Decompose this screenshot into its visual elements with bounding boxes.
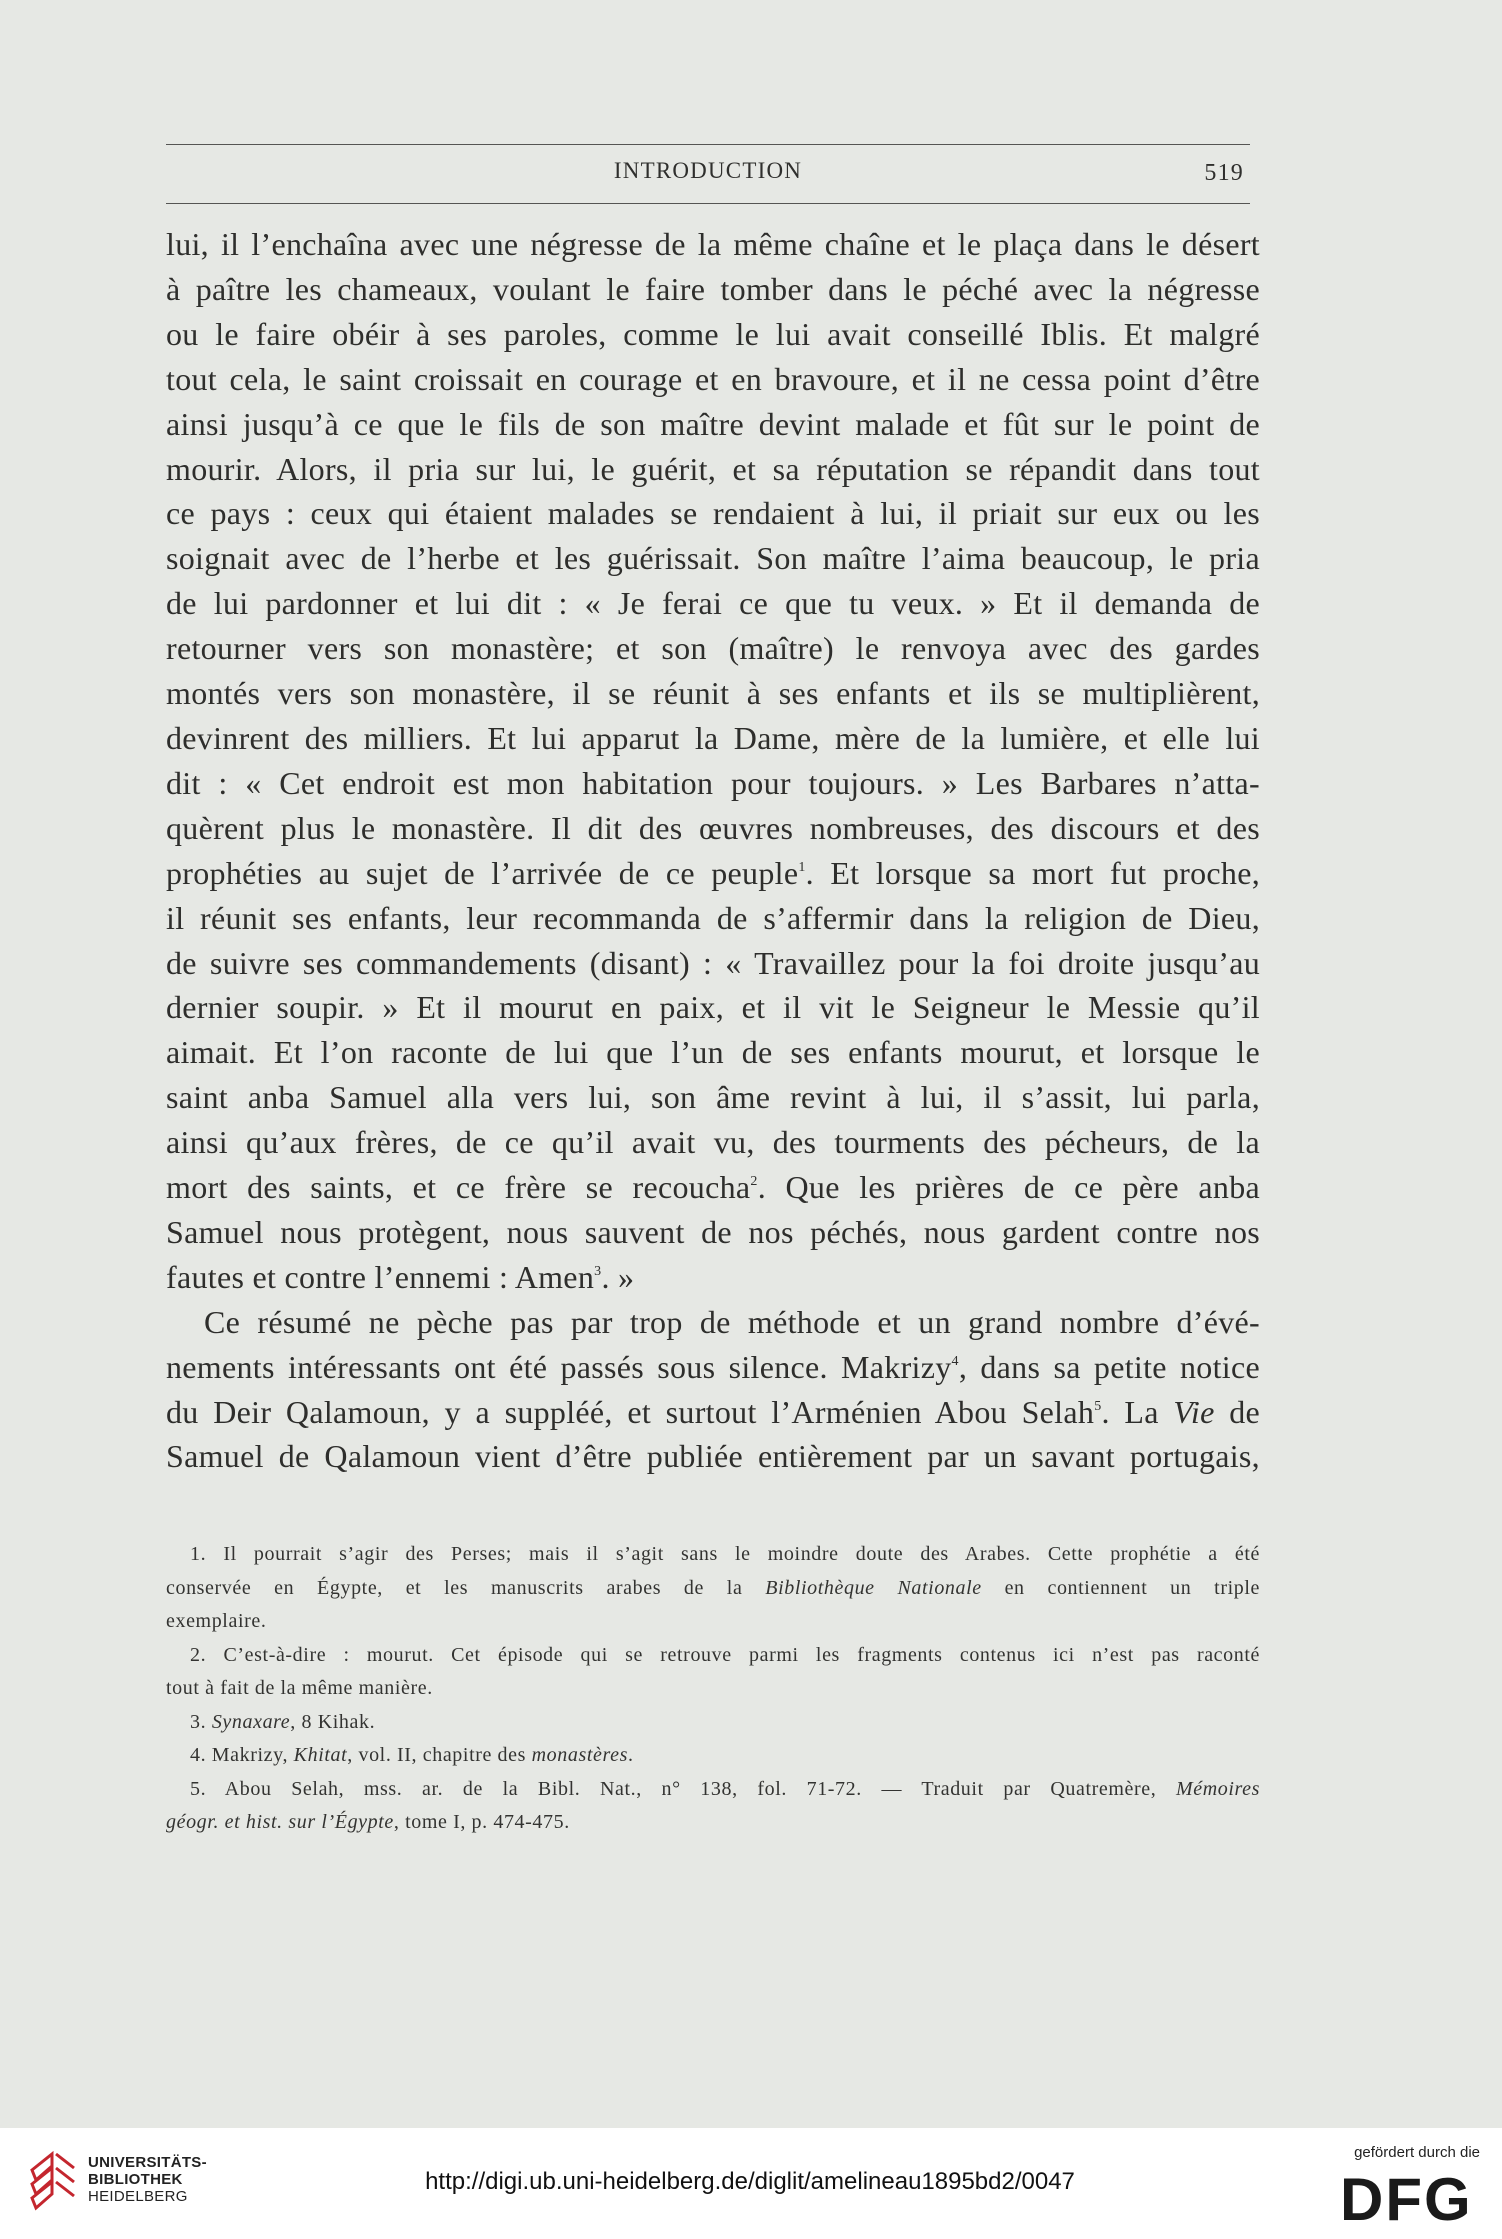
library-name-line: UNIVERSITÄTS- [88,2154,207,2171]
text-span: , vol. II, chapitre des [347,1744,532,1766]
text-span: . Que les prières de ce père anba [757,1169,1260,1206]
text-span: . Et lorsque sa mort fut proche, [805,854,1260,891]
footnote-1-line: exemplaire. [166,1610,267,1632]
text-line: de suivre ses commandements (disant) : « Travaillez pour la foi droite jusqu’au [166,944,1260,981]
text-line: Ce résumé ne pèche pas par trop de méthode et un grand nombre d’évé- [204,1303,1260,1340]
text-line: soignait avec de l’herbe et les guérissait. Son maître l’aima beaucoup, le pria [166,540,1260,577]
footnote-1-line: 1. Il pourrait s’agir des Perses; mais il s’agit sans le moindre doute des Arabes. Cette prophétie a été [190,1543,1260,1565]
dfg-logo-text: DFG [1340,2168,1473,2226]
text-line: ainsi jusqu’à ce que le fils de son maître devint malade et fût sur le point de [166,405,1260,442]
header-rule-top [166,144,1250,145]
text-span: 4. Makrizy, [190,1744,294,1766]
university-library-logo-icon [26,2150,80,2214]
footnote-5-line [166,1806,1260,1840]
text-line [166,1390,1260,1435]
text-line [166,1165,1260,1210]
text-span: conservée en Égypte, et les manuscrits arabes de la [166,1576,766,1599]
footnote-3 [166,1706,1260,1740]
italic-title: Bibliothèque Nationale [765,1576,982,1599]
sponsor-caption: gefördert durch die [1354,2144,1480,2161]
text-line [166,1345,1260,1390]
text-span: nements intéressants ont été passés sous silence. Makrizy [166,1348,952,1385]
library-name-line: BIBLIOTHEK [88,2171,183,2188]
library-name-line: HEIDELBERG [88,2188,188,2205]
footnote-ref-3: 3 [594,1263,602,1279]
text-line: Samuel nous protègent, nous sauvent de nos péchés, nous gardent contre nos [166,1213,1260,1250]
footnote-ref-2: 2 [750,1174,758,1190]
italic-title: Synaxare [211,1710,291,1733]
text-line: montés vers son monastère, il se réunit à ses enfants et ils se multiplièrent, [166,675,1260,712]
text-line: Samuel de Qalamoun vient d’être publiée entièrement par un savant portugais, [166,1438,1260,1475]
text-line: saint anba Samuel alla vers lui, son âme revint à lui, il s’assit, lui parla, [166,1079,1260,1116]
text-line: ce pays : ceux qui étaient malades se rendaient à lui, il priait sur eux ou les [166,495,1260,532]
italic-title: monastères [531,1744,628,1766]
page-number: 519 [1204,160,1244,186]
text-line [166,851,1260,896]
running-head [166,158,1250,194]
italic-title: Mémoires [1175,1777,1260,1800]
text-line: dit : « Cet endroit est mon habitation pour toujours. » Les Barbares n’atta- [166,764,1260,801]
text-line: devinrent des milliers. Et lui apparut la Dame, mère de la lumière, et elle lui [166,719,1260,756]
text-span: . La [1101,1393,1174,1430]
text-line: ainsi qu’aux frères, de ce qu’il avait vu, des tourments des pécheurs, de la [166,1124,1260,1161]
text-span: de [1214,1393,1260,1430]
text-span: du Deir Qalamoun, y a suppléé, et surtout l’Arménien Abou Selah [166,1393,1095,1430]
text-span: . [628,1744,634,1766]
text-line: retourner vers son monastère; et son (maître) le renvoya avec des gardes [166,630,1260,667]
text-line: quèrent plus le monastère. Il dit des œuvres nombreuses, des discours et des [166,809,1260,846]
library-name [88,2154,207,2205]
text-line: aimait. Et l’on raconte de lui que l’un de ses enfants mourut, et lorsque le [166,1034,1260,1071]
italic-title: Khitat [293,1744,348,1766]
footnote-ref-4: 4 [951,1353,959,1369]
footnote-5-line [166,1773,1260,1807]
footnote-2-line: 2. C’est-à-dire : mourut. Cet épisode qui se retrouve parmi les fragments contenus ici n’est pas raconté [190,1643,1260,1666]
main-text [166,222,1260,1479]
text-line: à paître les chameaux, voulant le faire tomber dans le péché avec la négresse [166,270,1260,307]
dfg-logo-icon [1338,2168,1480,2226]
text-line: lui, il l’enchaîna avec une négresse de la même chaîne et le plaça dans le désert [166,226,1260,262]
text-span: . » [601,1258,635,1295]
text-span: 5. Abou Selah, mss. ar. de la Bibl. Nat., n° 138, fol. 71-72. — Traduit par Quatremère, [190,1777,1176,1800]
permalink-url[interactable]: http://digi.ub.uni-heidelberg.de/diglit/amelineau1895bd2/0047 [425,2168,1075,2195]
text-span: fautes et contre l’ennemi : Amen [166,1258,595,1295]
text-span: en contiennent un triple [981,1576,1260,1599]
running-title: INTRODUCTION [613,158,803,183]
text-span: , tome I, p. 474-475. [393,1811,570,1833]
footnote-1-line [166,1572,1260,1606]
italic-title: Vie [1173,1393,1215,1430]
text-span: mort des saints, et ce frère se recoucha [166,1169,751,1206]
digitization-footer [0,2128,1502,2239]
text-line: tout cela, le saint croissait en courage et en bravoure, et il ne cessa point d’être [166,360,1260,397]
text-line [166,1255,1260,1300]
footnote-2-line: tout à fait de la même manière. [166,1677,433,1699]
footnote-ref-1: 1 [798,859,806,875]
header-rule-bottom [166,203,1250,204]
text-line: ou le faire obéir à ses paroles, comme le lui avait conseillé Iblis. Et malgré [166,315,1260,352]
italic-title: géogr. et hist. sur l’Égypte [166,1811,394,1833]
text-line: mourir. Alors, il pria sur lui, le guérit, et sa réputation se répandit dans tout [166,450,1260,487]
text-span: , dans sa petite notice [958,1348,1260,1385]
text-line: dernier soupir. » Et il mourut en paix, et il vit le Seigneur le Messie qu’il [166,989,1260,1026]
footnote-4 [166,1739,1260,1773]
text-span: 3. [190,1710,212,1733]
text-span: prophéties au sujet de l’arrivée de ce peuple [166,854,799,891]
text-span: , 8 Kihak. [290,1710,376,1733]
footnotes [166,1538,1260,1840]
footnote-ref-5: 5 [1094,1398,1102,1414]
text-line: il réunit ses enfants, leur recommanda de s’affermir dans la religion de Dieu, [166,899,1260,936]
text-line: de lui pardonner et lui dit : « Je ferai ce que tu veux. » Et il demanda de [166,585,1260,622]
